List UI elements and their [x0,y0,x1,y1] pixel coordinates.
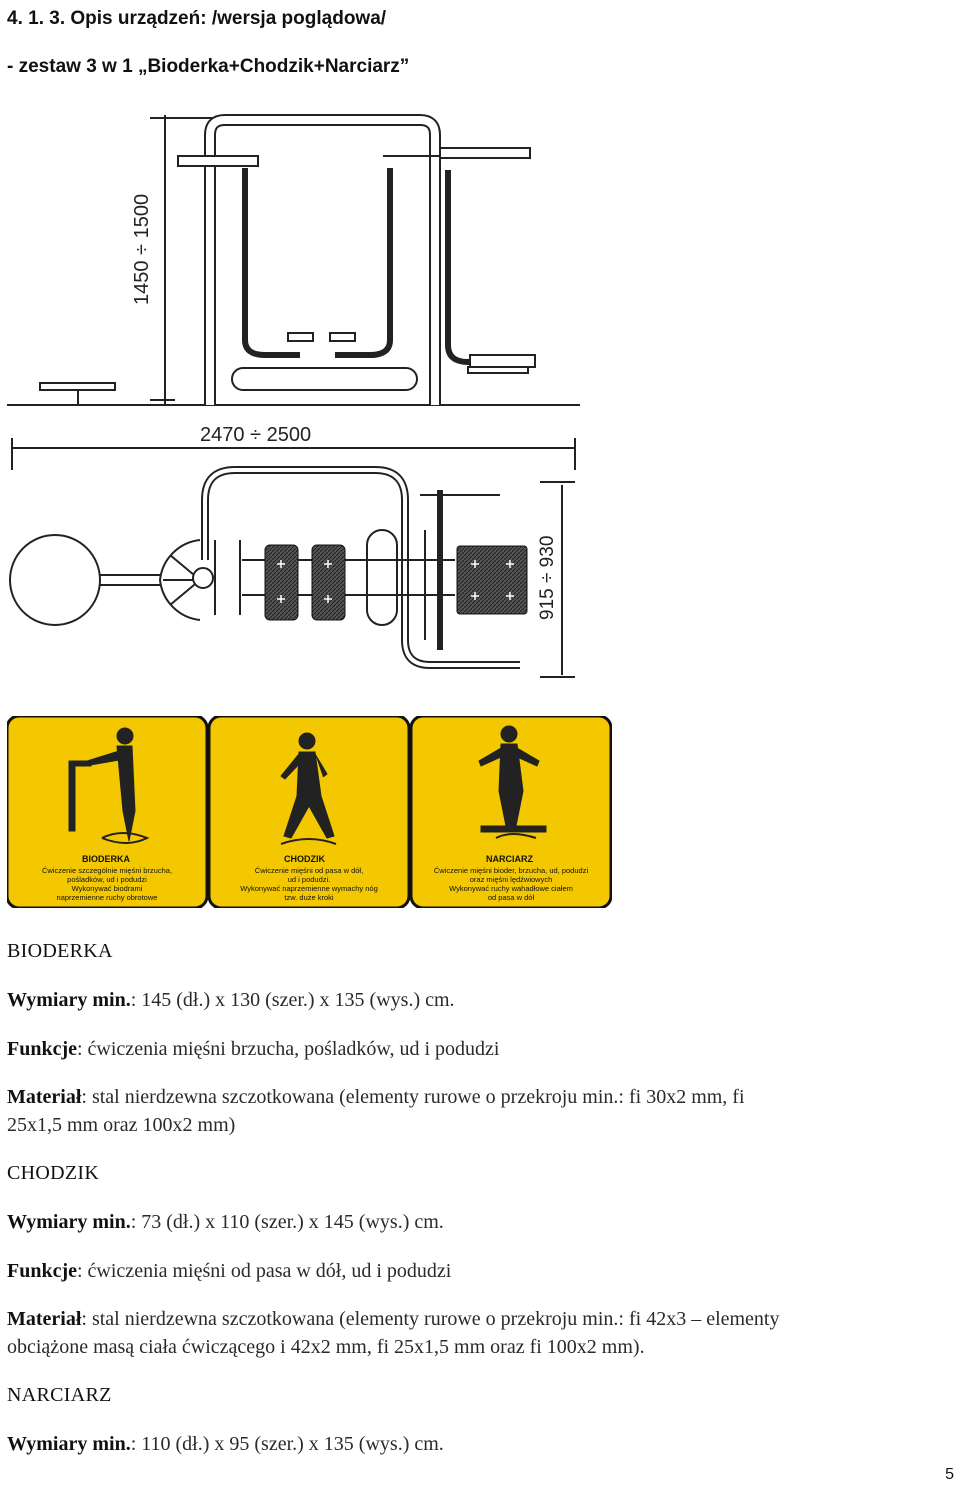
set-title: - zestaw 3 w 1 „Bioderka+Chodzik+Narciarz” [7,56,410,77]
chodzik-functions: Funkcje: ćwiczenia mięśni od pasa w dół, ud i podudzi [7,1260,452,1282]
chodzik-material: Materiał: stal nierdzewna szczotkowana (elementy rurowe o przekroju min.: fi 42x3 – elementy obciążone masą ciała ćwiczącego i 42x2 mm, fi 25x1,5 mm oraz fi 100x2 mm). [7,1308,780,1358]
svg-text:Wykonywać ruchy wahadłowe ciał: Wykonywać ruchy wahadłowe ciałem [449,884,573,893]
svg-text:ud i podudzi.: ud i podudzi. [287,875,331,884]
chodzik-heading: CHODZIK [7,1162,100,1184]
svg-text:Wykonywać biodrami: Wykonywać biodrami [71,884,143,893]
narciarz-dimensions: Wymiary min.: 110 (dł.) x 95 (szer.) x 135 (wys.) cm. [7,1433,444,1455]
narciarz-heading: NARCIARZ [7,1384,112,1406]
bioderka-functions: Funkcje: ćwiczenia mięśni brzucha, pośladków, ud i podudzi [7,1038,500,1060]
svg-text:Ćwiczenie mięśni bioder, brzuc: Ćwiczenie mięśni bioder, brzucha, ud, podudzi [433,866,589,875]
bioderka-material: Materiał: stal nierdzewna szczotkowana (elementy rurowe o przekroju min.: fi 30x2 mm, fi 25x1,5 mm oraz 100x2 mm) [7,1086,745,1136]
svg-text:oraz mięśni lędźwiowych: oraz mięśni lędźwiowych [469,875,553,884]
svg-text:naprzemienne ruchy obrotowe: naprzemienne ruchy obrotowe [56,893,158,902]
sign-bioderka [7,716,207,908]
length-dimension-label: 2470 ÷ 2500 [200,424,312,446]
technical-drawing [0,95,610,695]
svg-text:tzw. duże kroki: tzw. duże kroki [284,893,334,902]
svg-text:Ćwiczenie szczególnie mięśni b: Ćwiczenie szczególnie mięśni brzucha, [41,866,173,875]
height-dimension-label: 1450 ÷ 1500 [131,193,153,305]
svg-text:od pasa w dół: od pasa w dół [487,893,535,902]
chodzik-dimensions: Wymiary min.: 73 (dł.) x 110 (szer.) x 145 (wys.) cm. [7,1211,444,1233]
svg-text:Ćwiczenie mięśni od pasa w dół: Ćwiczenie mięśni od pasa w dół, [254,866,364,875]
instruction-signs [7,716,612,908]
width-dimension-label: 915 ÷ 930 [537,535,558,620]
page-number: 5 [945,1466,954,1483]
sign-chodzik [209,716,409,908]
sign-bioderka-title: BIODERKA [82,854,131,864]
svg-text:pośladków, ud i podudzi: pośladków, ud i podudzi [67,875,147,884]
svg-text:Wykonywać naprzemienne wymachy: Wykonywać naprzemienne wymachy nóg [240,884,378,893]
section-heading: 4. 1. 3. Opis urządzeń: /wersja poglądowa/ [7,8,387,29]
sign-chodzik-title: CHODZIK [284,854,325,864]
sign-narciarz-title: NARCIARZ [486,854,533,864]
bioderka-dimensions: Wymiary min.: 145 (dł.) x 130 (szer.) x 135 (wys.) cm. [7,989,455,1011]
bioderka-heading: BIODERKA [7,940,113,962]
sign-narciarz [411,716,611,908]
